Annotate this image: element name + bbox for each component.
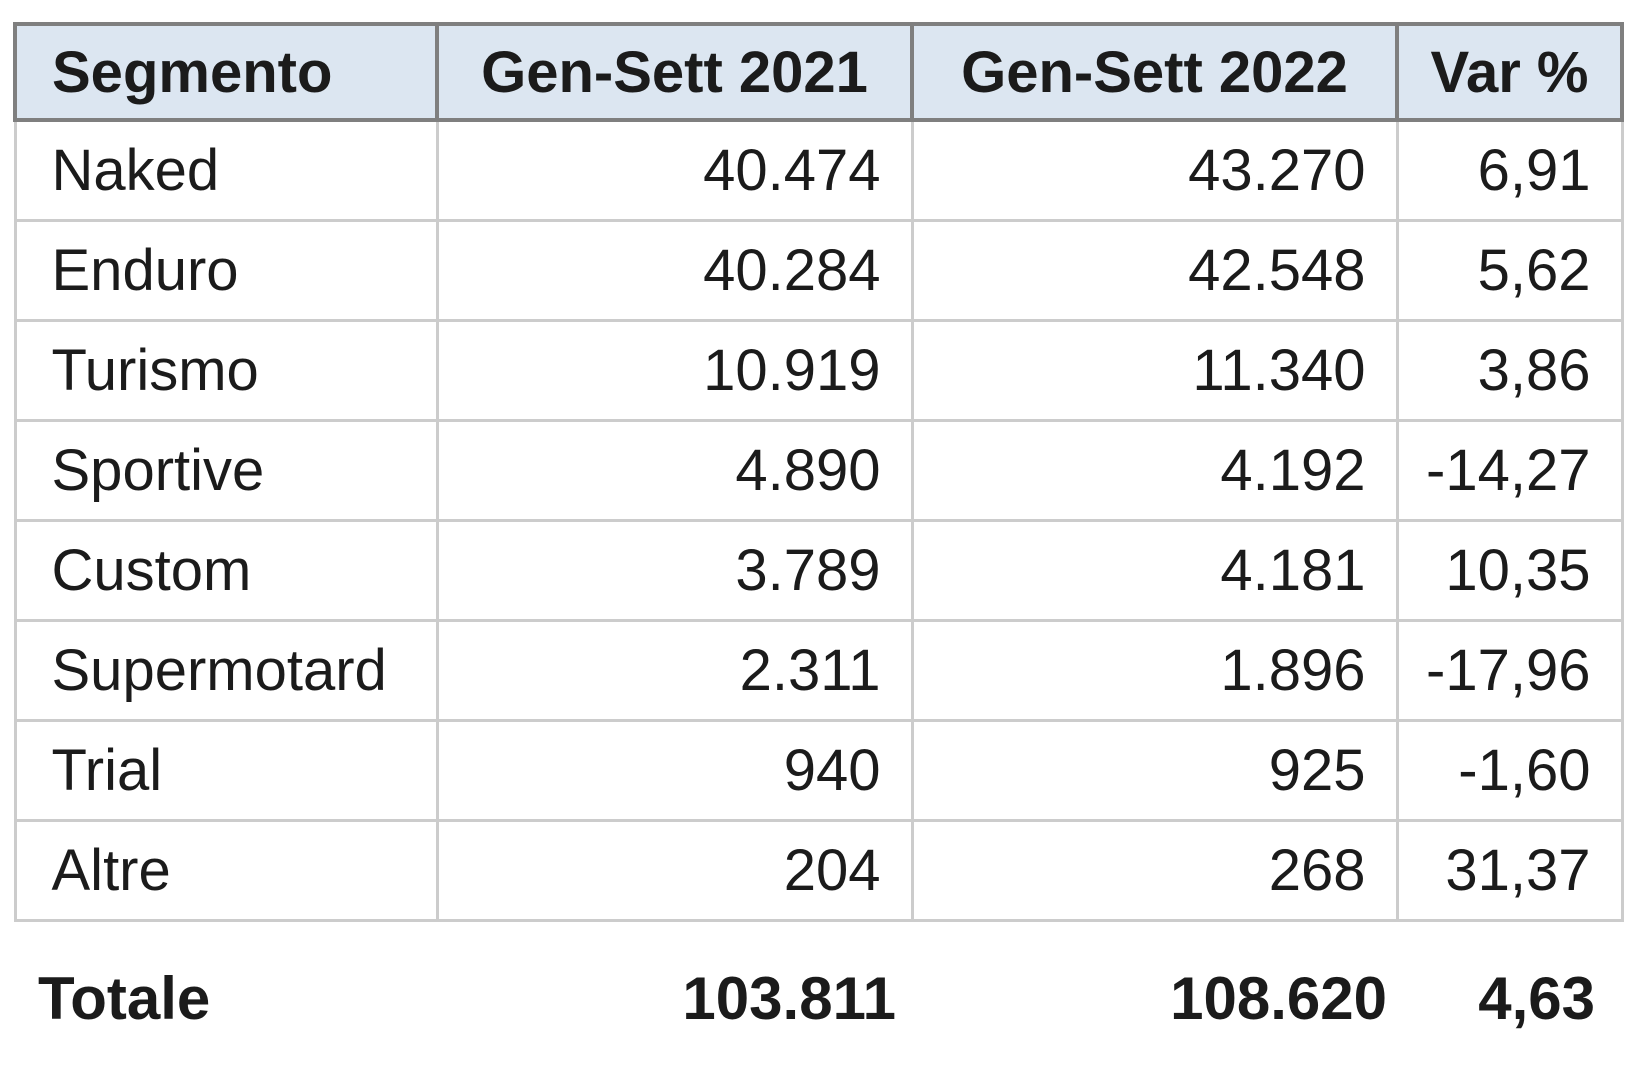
column-header-segmento: Segmento xyxy=(15,24,437,120)
value-2022-cell: 268 xyxy=(912,820,1397,920)
total-value-2021-cell: 103.811 xyxy=(682,965,896,1032)
segment-cell: Naked xyxy=(15,120,437,220)
segment-cell: Sportive xyxy=(15,420,437,520)
value-2021-cell: 10.919 xyxy=(437,320,912,420)
segment-cell: Trial xyxy=(15,720,437,820)
segment-cell: Turismo xyxy=(15,320,437,420)
segment-cell: Custom xyxy=(15,520,437,620)
segment-cell: Supermotard xyxy=(15,620,437,720)
var-pct-cell: -17,96 xyxy=(1397,620,1622,720)
column-header-gen-sett-2022: Gen-Sett 2022 xyxy=(912,24,1397,120)
table-row-enduro xyxy=(15,220,1622,320)
segment-cell: Altre xyxy=(15,820,437,920)
table-row-supermotard xyxy=(15,620,1622,720)
value-2022-cell: 42.548 xyxy=(912,220,1397,320)
value-2021-cell: 940 xyxy=(437,720,912,820)
value-2021-cell: 40.474 xyxy=(437,120,912,220)
value-2022-cell: 925 xyxy=(912,720,1397,820)
var-pct-cell: 10,35 xyxy=(1397,520,1622,620)
var-pct-cell: 5,62 xyxy=(1397,220,1622,320)
total-label: Totale xyxy=(38,965,211,1032)
table-row-altre xyxy=(15,820,1622,920)
segments-table xyxy=(13,22,1624,922)
var-pct-cell: -14,27 xyxy=(1397,420,1622,520)
table-row-naked xyxy=(15,120,1622,220)
column-header-gen-sett-2021: Gen-Sett 2021 xyxy=(437,24,912,120)
value-2022-cell: 43.270 xyxy=(912,120,1397,220)
table-row-sportive xyxy=(15,420,1622,520)
value-2021-cell: 40.284 xyxy=(437,220,912,320)
total-var-pct-cell: 4,63 xyxy=(1478,965,1595,1032)
value-2021-cell: 3.789 xyxy=(437,520,912,620)
segment-cell: Enduro xyxy=(15,220,437,320)
table-row-trial xyxy=(15,720,1622,820)
value-2021-cell: 2.311 xyxy=(437,620,912,720)
value-2022-cell: 4.181 xyxy=(912,520,1397,620)
value-2021-cell: 4.890 xyxy=(437,420,912,520)
total-row xyxy=(13,954,1620,1044)
value-2022-cell: 1.896 xyxy=(912,620,1397,720)
var-pct-cell: 3,86 xyxy=(1397,320,1622,420)
total-value-2022-cell: 108.620 xyxy=(1170,965,1387,1032)
var-pct-cell: 31,37 xyxy=(1397,820,1622,920)
value-2022-cell: 4.192 xyxy=(912,420,1397,520)
column-header-var-pct: Var % xyxy=(1397,24,1622,120)
var-pct-cell: 6,91 xyxy=(1397,120,1622,220)
value-2021-cell: 204 xyxy=(437,820,912,920)
table-row-turismo xyxy=(15,320,1622,420)
table-row-custom xyxy=(15,520,1622,620)
var-pct-cell: -1,60 xyxy=(1397,720,1622,820)
header-row xyxy=(15,24,1622,120)
value-2022-cell: 11.340 xyxy=(912,320,1397,420)
